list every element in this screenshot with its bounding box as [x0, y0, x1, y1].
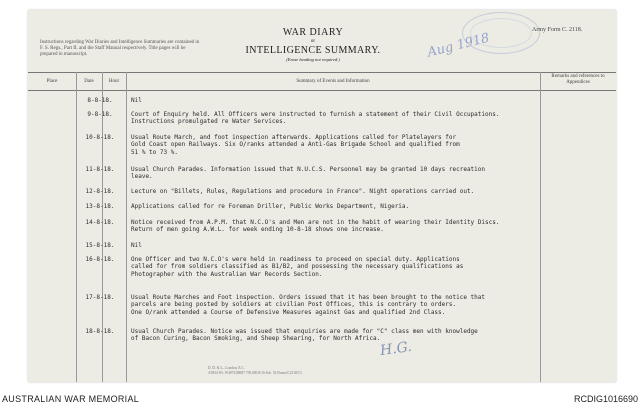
entry-text: Usual Route March, and foot inspection afterwards. Applications called for Platelayers for Gold Coast open Railways. Six O/ranks attended a Anti-Gas Brigade School and qualified from 51 % to 73 %. — [131, 134, 460, 156]
entry-text: Lecture on "Billets, Rules, Regulations and procedure in France". Night operations carried out. — [131, 188, 475, 195]
col-head-summary: Summary of Events and Information — [296, 79, 370, 84]
col-divider-place — [76, 72, 77, 382]
entry-text: Usual Church Parades. Information issued that N.U.C.S. Personnel may be granted 10 days recreation leave. — [131, 166, 486, 181]
col-head-remarks: Remarks and references to Appendices — [551, 74, 605, 85]
entry-date: 11-8-18. — [85, 166, 115, 173]
table-header-rule — [28, 90, 616, 91]
entry-date: 18-8-18. — [85, 328, 115, 335]
entry-text: Court of Enquiry held. All Officers were instructed to furnish a statement of their Civil Occupations. Instructions promulgated re Water Services. — [131, 111, 500, 126]
col-divider-date — [102, 72, 103, 382]
entry-text: Usual Route Marches and Foot inspection. Orders issued that it has been brought to the notice that parcels are being posted by soldiers at civilian Post Offices, this is contrary to orders. One O/rank attended a Course of Defensive Measures against Gas and qualified 2nd Class. — [131, 294, 486, 316]
handwritten-month: Aug 1918 — [426, 30, 492, 61]
diary-title-block — [238, 27, 388, 62]
col-head-place: Place — [46, 79, 58, 84]
entry-date: 17-8-18. — [85, 294, 115, 301]
printer-imprint: D. D. & L., London, E.C. A5834 Wt. W4973/M687 750,000 8/16 Sch. 52 Forms/C2118/13 — [208, 366, 302, 375]
entry-date: 8-8-18. — [87, 97, 113, 104]
col-head-date: Date — [84, 79, 94, 84]
entry-date: 10-8-18. — [85, 134, 115, 141]
entry-date: 9-8-18. — [87, 111, 113, 118]
col-divider-hour — [126, 72, 127, 382]
entry-text: Nil — [131, 97, 142, 104]
instructions-note: Instructions regarding War Diaries and Intelligence Summaries are contained in F. S. Regs., Part II. and the Staff Manual respectively. Title pages will be prepared in manuscript. — [40, 40, 200, 57]
col-divider-summary — [540, 72, 541, 382]
record-id: RCDIG1016690 — [573, 394, 638, 404]
entry-text: One Officer and two N.C.O's were held in readiness to proceed on special duty. Applications called for from soldiers classified as B1/B2, and possessing the necessary qualifications as Photographer with the Australian War Records Section. — [131, 256, 464, 278]
handwritten-signature: H.G. — [379, 338, 413, 360]
entry-date: 16-8-18. — [85, 256, 115, 263]
entry-date: 14-8-18. — [85, 219, 115, 226]
title-erase-note: (Erase heading not required.) — [286, 57, 340, 62]
army-form-number: Army Form C. 2118. — [532, 27, 583, 33]
entry-text: Notice received from A.P.M. that N.C.O's and Men are not in the habit of wearing their Identity Discs. Return of men going A.W.L. for week ending 10-8-18 shows one increase. — [131, 219, 500, 234]
entry-date: 12-8-18. — [85, 188, 115, 195]
entry-date: 13-8-18. — [85, 203, 115, 210]
title-intelligence-summary: INTELLIGENCE SUMMARY. — [245, 45, 381, 56]
table-top-rule — [28, 72, 616, 73]
entry-text: Applications called for re Foreman Driller, Public Works Department, Nigeria. — [131, 203, 410, 210]
institution-credit: AUSTRALIAN WAR MEMORIAL — [2, 394, 140, 404]
title-war-diary: WAR DIARY — [282, 27, 344, 38]
entry-text: Nil — [131, 242, 142, 249]
entry-date: 15-8-18. — [85, 242, 115, 249]
entry-text: Usual Church Parades. Notice was issued that enquiries are made for "C" class men with knowledge of Bacon Curing, Bacon Smoking, and Sheep Shearing, for North Africa. — [131, 328, 478, 343]
war-diary-page — [28, 10, 616, 382]
col-head-hour: Hour — [108, 79, 120, 84]
title-or: or — [310, 39, 316, 44]
